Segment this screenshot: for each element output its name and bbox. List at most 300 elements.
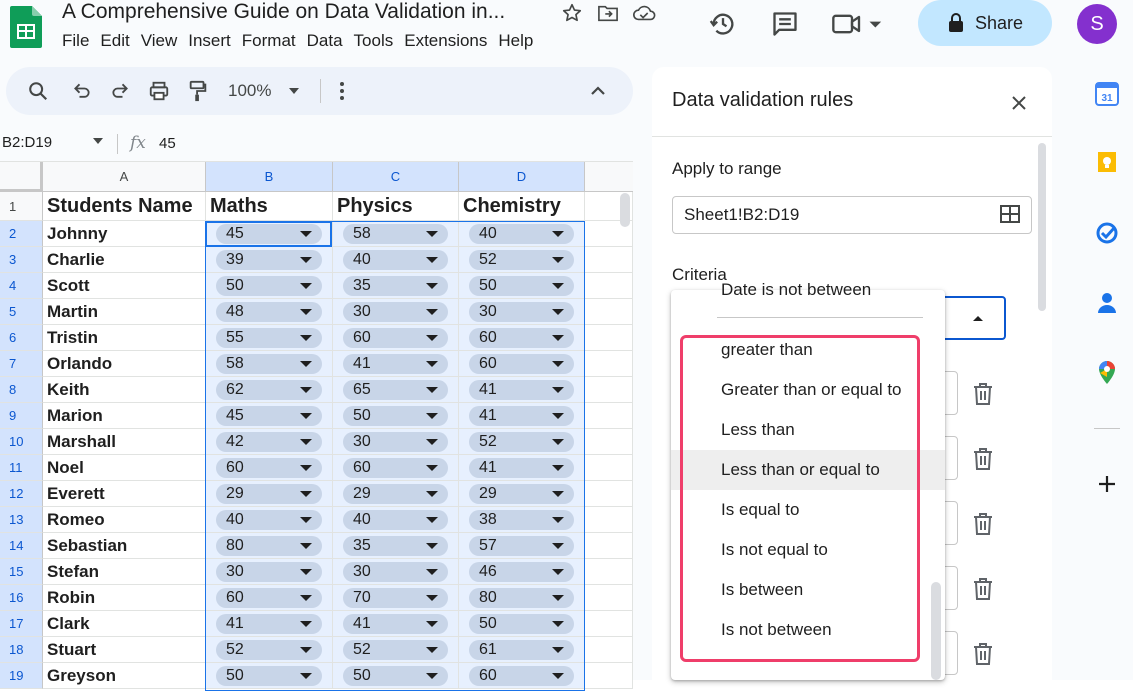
chip-value: 30	[479, 303, 497, 320]
header-cell[interactable]: Physics	[333, 192, 459, 221]
panel-scrollbar[interactable]	[1038, 143, 1046, 311]
dropdown-chip[interactable]	[469, 562, 574, 582]
delete-icon[interactable]	[971, 446, 995, 472]
student-name-cell[interactable]: Stuart	[43, 637, 206, 663]
dropdown-chip[interactable]	[216, 562, 322, 582]
dropdown-chip[interactable]	[343, 614, 448, 634]
range-input-value: Sheet1!B2:D19	[684, 205, 800, 224]
search-menus-icon[interactable]	[26, 79, 50, 103]
dropdown-arrow-icon	[426, 439, 438, 445]
empty-cell[interactable]	[585, 455, 633, 481]
sheets-logo-icon[interactable]	[10, 6, 42, 48]
physics-cell[interactable]	[333, 559, 459, 585]
chip-value: 80	[226, 537, 244, 554]
dropdown-arrow-icon	[426, 673, 438, 679]
dropdown-chip[interactable]	[216, 510, 322, 530]
maths-cell[interactable]	[206, 637, 333, 663]
dropdown-chip[interactable]	[216, 536, 322, 556]
student-name-cell[interactable]: Marshall	[43, 429, 206, 455]
maths-cell[interactable]	[206, 221, 333, 247]
dropdown-chip[interactable]	[469, 666, 574, 686]
dropdown-chip[interactable]	[469, 536, 574, 556]
maths-cell[interactable]	[206, 455, 333, 481]
maths-cell[interactable]	[206, 247, 333, 273]
cloud-status-icon[interactable]	[632, 2, 656, 24]
chemistry-cell[interactable]	[459, 299, 585, 325]
dropdown-arrow-icon	[552, 361, 564, 367]
chip-value: 65	[353, 381, 371, 398]
dropdown-chip[interactable]	[469, 640, 574, 660]
student-name-cell[interactable]: Noel	[43, 455, 206, 481]
dropdown-chip[interactable]	[343, 250, 448, 270]
chemistry-cell[interactable]	[459, 221, 585, 247]
menu-tools[interactable]: Tools	[353, 31, 394, 50]
dropdown-chip[interactable]	[469, 276, 574, 296]
column-header-e[interactable]	[585, 162, 633, 192]
dropdown-arrow-icon	[300, 387, 312, 393]
dropdown-arrow-icon	[552, 595, 564, 601]
chip-value: 50	[226, 277, 244, 294]
dropdown-arrow-icon	[426, 335, 438, 341]
row-header[interactable]: 1	[0, 192, 43, 221]
chip-value: 60	[353, 329, 371, 346]
chemistry-cell[interactable]	[459, 585, 585, 611]
dropdown-arrow-icon	[300, 257, 312, 263]
delete-icon[interactable]	[971, 576, 995, 602]
criteria-dropdown-menu	[671, 280, 945, 680]
menu-edit[interactable]: Edit	[100, 31, 130, 50]
chip-value: 58	[353, 225, 371, 242]
dropdown-chip[interactable]	[216, 380, 322, 400]
empty-cell[interactable]	[585, 533, 633, 559]
contacts-icon[interactable]	[1094, 290, 1120, 316]
select-range-icon[interactable]	[1000, 205, 1020, 223]
dropdown-arrow-icon	[300, 413, 312, 419]
dropdown-chip[interactable]	[343, 458, 448, 478]
chip-value: 57	[479, 537, 497, 554]
dropdown-chip[interactable]	[469, 458, 574, 478]
dropdown-arrow-icon	[552, 621, 564, 627]
dropdown-arrow-icon	[552, 283, 564, 289]
collapse-menus-icon[interactable]	[586, 79, 610, 103]
dropdown-chip[interactable]	[343, 432, 448, 452]
dropdown-chip[interactable]	[343, 276, 448, 296]
row-header[interactable]: 3	[0, 247, 43, 273]
name-box[interactable]	[2, 134, 106, 154]
menu-format[interactable]: Format	[241, 31, 296, 50]
header-cell[interactable]: Chemistry	[459, 192, 585, 221]
dropdown-chip[interactable]	[343, 328, 448, 348]
physics-cell[interactable]	[333, 507, 459, 533]
calendar-icon[interactable]	[1094, 81, 1120, 107]
chip-value: 40	[353, 511, 371, 528]
dropdown-chip[interactable]	[216, 406, 322, 426]
dropdown-arrow-icon	[426, 413, 438, 419]
dropdown-chip[interactable]	[469, 406, 574, 426]
chip-value: 30	[226, 563, 244, 580]
column-header-b[interactable]: B	[206, 162, 333, 192]
maths-cell[interactable]	[206, 325, 333, 351]
dropdown-chip[interactable]	[216, 614, 322, 634]
maths-cell[interactable]	[206, 351, 333, 377]
dropdown-arrow-icon	[552, 543, 564, 549]
student-name-cell[interactable]: Scott	[43, 273, 206, 299]
student-name-cell[interactable]: Charlie	[43, 247, 206, 273]
row-header[interactable]: 2	[0, 221, 43, 247]
dropdown-chip[interactable]	[216, 640, 322, 660]
dropdown-chip[interactable]	[469, 432, 574, 452]
empty-cell[interactable]	[585, 559, 633, 585]
meet-video-icon[interactable]	[829, 6, 889, 42]
dropdown-arrow-icon	[552, 517, 564, 523]
dropdown-chip[interactable]	[216, 588, 322, 608]
dropdown-chip[interactable]	[216, 250, 322, 270]
maths-cell[interactable]	[206, 481, 333, 507]
dropdown-chip[interactable]	[343, 406, 448, 426]
row-header[interactable]: 12	[0, 481, 43, 507]
chip-value: 30	[353, 563, 371, 580]
dropdown-arrow-icon	[552, 465, 564, 471]
chip-value: 60	[479, 329, 497, 346]
physics-cell[interactable]	[333, 403, 459, 429]
dropdown-chip[interactable]	[343, 588, 448, 608]
chemistry-cell[interactable]	[459, 455, 585, 481]
chevron-up-icon	[973, 316, 983, 321]
student-name-cell[interactable]: Everett	[43, 481, 206, 507]
keep-icon[interactable]	[1094, 150, 1120, 176]
dropdown-arrow-icon	[300, 309, 312, 315]
student-name-cell[interactable]: Greyson	[43, 663, 206, 689]
print-icon[interactable]	[147, 79, 171, 103]
chemistry-cell[interactable]	[459, 611, 585, 637]
row-header[interactable]: 6	[0, 325, 43, 351]
chip-value: 40	[226, 511, 244, 528]
dropdown-chip[interactable]	[216, 432, 322, 452]
menu-divider	[717, 317, 923, 318]
maths-cell[interactable]	[206, 273, 333, 299]
column-header-d[interactable]: D	[459, 162, 585, 192]
undo-icon[interactable]	[70, 79, 94, 103]
dropdown-chip[interactable]	[343, 354, 448, 374]
chip-value: 39	[226, 251, 244, 268]
menu-item-between[interactable]: Is between	[721, 580, 804, 599]
star-icon[interactable]	[560, 2, 584, 24]
menu-scrollbar[interactable]	[931, 582, 941, 680]
maths-cell[interactable]	[206, 403, 333, 429]
empty-cell[interactable]	[585, 429, 633, 455]
close-icon[interactable]	[1007, 91, 1031, 115]
dropdown-chip[interactable]	[343, 666, 448, 686]
physics-cell[interactable]	[333, 429, 459, 455]
empty-cell[interactable]	[585, 377, 633, 403]
maths-cell[interactable]	[206, 299, 333, 325]
menu-item-equal[interactable]: Is equal to	[721, 500, 800, 519]
chemistry-cell[interactable]	[459, 481, 585, 507]
empty-cell[interactable]	[585, 247, 633, 273]
dropdown-chip[interactable]	[469, 302, 574, 322]
row-header[interactable]: 15	[0, 559, 43, 585]
physics-cell[interactable]	[333, 585, 459, 611]
more-options-icon[interactable]	[332, 79, 352, 103]
row-header[interactable]: 18	[0, 637, 43, 663]
student-name-cell[interactable]: Keith	[43, 377, 206, 403]
paint-format-icon[interactable]	[186, 79, 210, 103]
menu-item-date-not-between[interactable]: Date is not between	[721, 280, 872, 299]
tasks-icon[interactable]	[1094, 220, 1120, 246]
dropdown-chip[interactable]	[343, 380, 448, 400]
maths-cell[interactable]	[206, 559, 333, 585]
delete-icon[interactable]	[971, 641, 995, 667]
maths-cell[interactable]	[206, 611, 333, 637]
header-cell[interactable]: Maths	[206, 192, 333, 221]
menu-help[interactable]: Help	[498, 31, 534, 50]
physics-cell[interactable]	[333, 455, 459, 481]
chip-value: 41	[353, 355, 371, 372]
dropdown-chip[interactable]	[216, 458, 322, 478]
share-button[interactable]	[918, 0, 1052, 46]
row-header[interactable]: 5	[0, 299, 43, 325]
menu-extensions[interactable]: Extensions	[404, 31, 488, 50]
apply-range-label: Apply to range	[672, 159, 782, 178]
chemistry-cell[interactable]	[459, 273, 585, 299]
dropdown-chip[interactable]	[469, 354, 574, 374]
dropdown-chip[interactable]	[216, 276, 322, 296]
chemistry-cell[interactable]	[459, 559, 585, 585]
physics-cell[interactable]	[333, 663, 459, 689]
move-folder-icon[interactable]	[596, 2, 620, 24]
student-name-cell[interactable]: Stefan	[43, 559, 206, 585]
chip-value: 52	[479, 433, 497, 450]
dropdown-chip[interactable]	[216, 666, 322, 686]
dropdown-arrow-icon	[426, 465, 438, 471]
row-header[interactable]: 14	[0, 533, 43, 559]
menu-item-not-between[interactable]: Is not between	[721, 620, 832, 639]
dropdown-chip[interactable]	[469, 614, 574, 634]
dropdown-chip[interactable]	[469, 484, 574, 504]
dropdown-arrow-icon	[552, 413, 564, 419]
delete-icon[interactable]	[971, 381, 995, 407]
empty-cell[interactable]	[585, 403, 633, 429]
chemistry-cell[interactable]	[459, 663, 585, 689]
dropdown-arrow-icon	[300, 595, 312, 601]
dropdown-chip[interactable]	[343, 302, 448, 322]
chip-value: 40	[479, 225, 497, 242]
dropdown-chip[interactable]	[216, 328, 322, 348]
chip-value: 70	[353, 589, 371, 606]
maths-cell[interactable]	[206, 429, 333, 455]
zoom-select[interactable]	[228, 79, 304, 103]
chip-value: 50	[353, 407, 371, 424]
menu-item-greater-than[interactable]: greater than	[721, 340, 813, 359]
empty-cell[interactable]	[585, 299, 633, 325]
formula-divider	[117, 134, 118, 154]
student-name-cell[interactable]: Clark	[43, 611, 206, 637]
chemistry-cell[interactable]	[459, 351, 585, 377]
physics-cell[interactable]	[333, 351, 459, 377]
menu-item-less-than[interactable]: Less than	[721, 420, 795, 439]
physics-cell[interactable]	[333, 247, 459, 273]
physics-cell[interactable]	[333, 299, 459, 325]
dropdown-arrow-icon	[426, 491, 438, 497]
dropdown-arrow-icon	[300, 283, 312, 289]
chemistry-cell[interactable]	[459, 637, 585, 663]
maths-cell[interactable]	[206, 663, 333, 689]
dropdown-chip[interactable]	[343, 484, 448, 504]
maths-cell[interactable]	[206, 585, 333, 611]
dropdown-chip[interactable]	[469, 380, 574, 400]
row-header[interactable]: 19	[0, 663, 43, 689]
dropdown-arrow-icon	[300, 335, 312, 341]
row-header[interactable]: 4	[0, 273, 43, 299]
chip-value: 29	[226, 485, 244, 502]
maths-cell[interactable]	[206, 533, 333, 559]
dropdown-chip[interactable]	[343, 640, 448, 660]
chemistry-cell[interactable]	[459, 325, 585, 351]
chip-value: 41	[479, 459, 497, 476]
dropdown-chip[interactable]	[216, 354, 322, 374]
empty-cell[interactable]	[585, 325, 633, 351]
physics-cell[interactable]	[333, 611, 459, 637]
svg-text:31: 31	[1101, 93, 1113, 104]
dropdown-arrow-icon	[552, 647, 564, 653]
empty-cell[interactable]	[585, 351, 633, 377]
chip-value: 30	[353, 303, 371, 320]
dropdown-chip[interactable]	[216, 484, 322, 504]
dropdown-chip[interactable]	[469, 224, 574, 244]
physics-cell[interactable]	[333, 221, 459, 247]
empty-cell[interactable]	[585, 663, 633, 689]
menu-view[interactable]: View	[140, 31, 178, 50]
dropdown-arrow-icon	[552, 257, 564, 263]
row-header[interactable]: 17	[0, 611, 43, 637]
lock-icon	[947, 13, 965, 33]
menu-item-less-or-equal[interactable]: Less than or equal to	[671, 450, 945, 490]
chip-value: 60	[226, 459, 244, 476]
student-name-cell[interactable]: Martin	[43, 299, 206, 325]
chip-value: 55	[226, 329, 244, 346]
column-header-a[interactable]: A	[43, 162, 206, 192]
student-name-cell[interactable]: Marion	[43, 403, 206, 429]
menu-data[interactable]: Data	[306, 31, 343, 50]
maths-cell[interactable]	[206, 377, 333, 403]
delete-icon[interactable]	[971, 511, 995, 537]
header-cell[interactable]: Students Name	[43, 192, 206, 221]
empty-cell[interactable]	[585, 637, 633, 663]
chemistry-cell[interactable]	[459, 533, 585, 559]
menu-file[interactable]: File	[62, 31, 90, 50]
row-header[interactable]: 8	[0, 377, 43, 403]
empty-cell[interactable]	[585, 507, 633, 533]
empty-cell[interactable]	[585, 481, 633, 507]
comments-icon[interactable]	[767, 6, 803, 42]
chemistry-cell[interactable]	[459, 429, 585, 455]
chemistry-cell[interactable]	[459, 377, 585, 403]
chip-value: 61	[479, 641, 497, 658]
dropdown-chip[interactable]	[343, 536, 448, 556]
maths-cell[interactable]	[206, 507, 333, 533]
empty-cell[interactable]	[585, 273, 633, 299]
physics-cell[interactable]	[333, 325, 459, 351]
student-name-cell[interactable]: Sebastian	[43, 533, 206, 559]
chemistry-cell[interactable]	[459, 507, 585, 533]
add-addon-icon[interactable]	[1094, 471, 1120, 497]
formula-input[interactable]: 45	[159, 135, 176, 152]
redo-icon[interactable]	[108, 79, 132, 103]
physics-cell[interactable]	[333, 637, 459, 663]
dropdown-arrow-icon	[426, 595, 438, 601]
column-header-c[interactable]: C	[333, 162, 459, 192]
dropdown-chip[interactable]	[469, 328, 574, 348]
dropdown-arrow-icon	[426, 387, 438, 393]
maps-icon[interactable]	[1094, 360, 1120, 386]
empty-cell[interactable]	[585, 611, 633, 637]
dropdown-arrow-icon	[300, 569, 312, 575]
empty-cell[interactable]	[585, 585, 633, 611]
row-header[interactable]: 11	[0, 455, 43, 481]
account-avatar[interactable]: S	[1077, 4, 1117, 44]
document-title[interactable]: A Comprehensive Guide on Data Validation in...	[62, 0, 506, 23]
dropdown-chip[interactable]	[216, 224, 322, 244]
menu-item-not-equal[interactable]: Is not equal to	[721, 540, 828, 559]
dropdown-chip[interactable]	[343, 562, 448, 582]
row-header[interactable]: 7	[0, 351, 43, 377]
dropdown-chip[interactable]	[469, 588, 574, 608]
row-header[interactable]: 9	[0, 403, 43, 429]
spreadsheet-grid[interactable]	[0, 162, 633, 685]
chip-value: 50	[479, 277, 497, 294]
student-name-cell[interactable]: Orlando	[43, 351, 206, 377]
physics-cell[interactable]	[333, 533, 459, 559]
chevron-down-icon	[92, 137, 104, 145]
dropdown-arrow-icon	[426, 569, 438, 575]
chip-value: 60	[353, 459, 371, 476]
dropdown-chip[interactable]	[469, 510, 574, 530]
dropdown-arrow-icon	[300, 439, 312, 445]
student-name-cell[interactable]: Tristin	[43, 325, 206, 351]
chemistry-cell[interactable]	[459, 247, 585, 273]
range-input[interactable]	[672, 196, 1032, 234]
menu-item-greater-or-equal[interactable]: Greater than or equal to	[721, 380, 902, 399]
menu-insert[interactable]: Insert	[188, 31, 231, 50]
dropdown-chip[interactable]	[343, 224, 448, 244]
chip-value: 52	[479, 251, 497, 268]
panel-title: Data validation rules	[672, 89, 854, 111]
dropdown-arrow-icon	[300, 517, 312, 523]
student-name-cell[interactable]: Romeo	[43, 507, 206, 533]
dropdown-chip[interactable]	[216, 302, 322, 322]
physics-cell[interactable]	[333, 481, 459, 507]
chip-value: 48	[226, 303, 244, 320]
panel-divider	[652, 136, 1052, 137]
physics-cell[interactable]	[333, 273, 459, 299]
sheet-scrollbar[interactable]	[620, 193, 630, 227]
row-header[interactable]: 10	[0, 429, 43, 455]
select-all-corner[interactable]	[0, 162, 43, 192]
row-header[interactable]: 16	[0, 585, 43, 611]
dropdown-chip[interactable]	[343, 510, 448, 530]
row-header[interactable]: 13	[0, 507, 43, 533]
version-history-icon[interactable]	[705, 6, 741, 42]
fx-icon: fx	[130, 133, 146, 153]
physics-cell[interactable]	[333, 377, 459, 403]
criteria-label: Criteria	[672, 265, 727, 284]
dropdown-chip[interactable]	[469, 250, 574, 270]
chip-value: 41	[479, 407, 497, 424]
chemistry-cell[interactable]	[459, 403, 585, 429]
dropdown-arrow-icon	[426, 647, 438, 653]
student-name-cell[interactable]: Johnny	[43, 221, 206, 247]
student-name-cell[interactable]: Robin	[43, 585, 206, 611]
